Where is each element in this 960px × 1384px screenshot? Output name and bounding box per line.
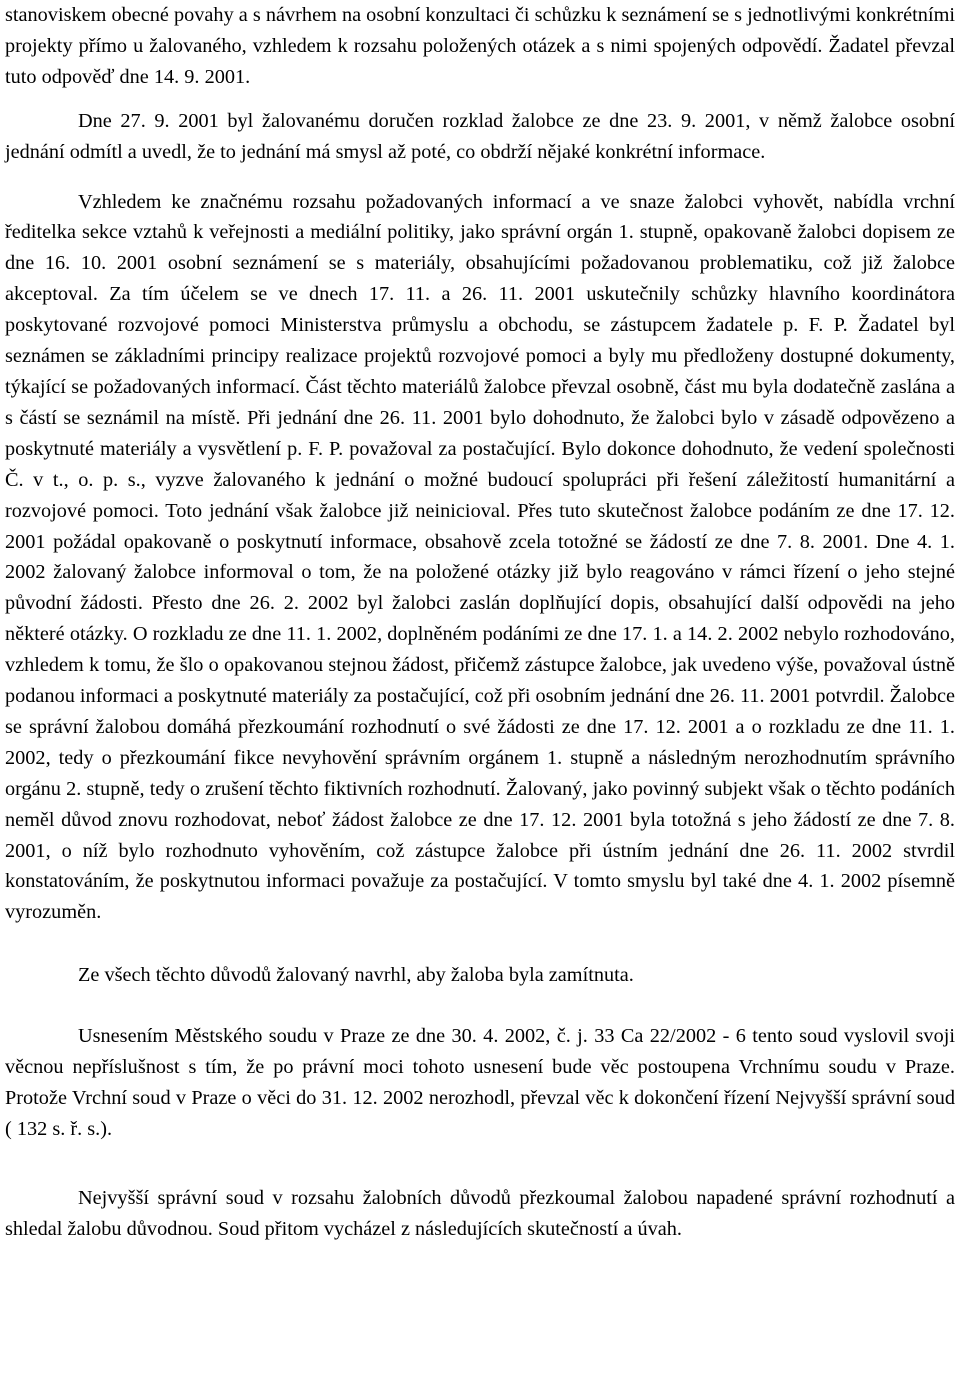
- paragraph-proceedings: Vzhledem ke značnému rozsahu požadovaných informací a ve snaze žalobci vyhovět, nabídla vrchní ředitelka sekce vztahů k veřejnosti a mediální politiky, jako správní orgán 1. stupně, opakovaně žalobci dopisem ze dne 16. 10. 2001 osobní seznámení se s materiály, obsahujícími požadovanou problematiku, což již žalobce akceptoval. Za tím účelem se ve dnech 17. 11. a 26. 11. 2001 uskutečnily schůzky hlavního koordinátora poskytované rozvojové pomoci Ministerstva průmyslu a obchodu, se zástupcem žadatele p. F. P. Žadatel byl seznámen se základními principy realizace projektů rozvojové pomoci a byly mu předloženy dostupné dokumenty, týkající se požadovaných informací. Část těchto materiálů žalobce převzal osobně, část mu byla dodatečně zaslána a s částí se seznámil na místě. Při jednání dne 26. 11. 2001 bylo dohodnuto, že žalobci bylo v zásadě odpovězeno a poskytnuté materiály a vysvětlení p. F. P. považoval za postačující. Bylo dokonce dohodnuto, že vedení společnosti Č. v t., o. p. s., vyzve žalovaného k jednání o možné budoucí spolupráci při řešení záležitostí humanitární a rozvojové pomoci. Toto jednání však žalobce již neinicioval. Přes tuto skutečnost žalobce podáním ze dne 17. 12. 2001 požádal opakovaně o poskytnutí informace, obsahově zcela totožné se žádostí ze dne 7. 8. 2001. Dne 4. 1. 2002 žalovaný žalobce informoval o tom, že na položené otázky již bylo reagováno v rámci řízení o jeho stejné původní žádosti. Přesto dne 26. 2. 2002 byl žalobci zaslán doplňující dopis, obsahující další odpovědi na jeho některé otázky. O rozkladu ze dne 11. 1. 2002, doplněném podáními ze dne 17. 1. a 14. 2. 2002 nebylo rozhodováno, vzhledem k tomu, že šlo o opakovanou stejnou žádost, přičemž zástupce žalobce, jak uvedeno výše, považoval ústně podanou informaci a poskytnuté materiály za postačující, což při osobním jednání dne 26. 11. 2001 potvrdil. Žalobce se správní žalobou domáhá přezkoumání rozhodnutí o své žádosti ze dne 17. 12. 2001 a o rozkladu ze dne 11. 1. 2002, tedy o přezkoumání fikce nevyhovění správním orgánem 1. stupně a následným nerozhodnutím správního orgánu 2. stupně, tedy o zrušení těchto fiktivních rozhodnutí. Žalovaný, jako povinný subjekt však o těchto podáních neměl důvod znovu rozhodovat, neboť žádost žalobce ze dne 17. 12. 2001 byla totožná s jeho žádostí ze dne 7. 8. 2001, o níž bylo rozhodnuto vyhověním, což zástupce žalobce při ústním jednání dne 26. 11. 2002 stvrdil konstatováním, že poskytnutou informaci považuje za postačující. V tomto smyslu byl také dne 4. 1. 2002 písemně vyrozuměn.: [5, 190, 955, 924]
- paragraph-proposal: Ze všech těchto důvodů žalovaný navrhl, aby žaloba byla zamítnuta.: [78, 964, 634, 987]
- paragraph-supreme-court: Nejvyšší správní soud v rozsahu žalobních důvodů přezkoumal žalobou napadené správní rozhodnutí a shledal žalobu důvodnou. Soud přitom vycházel z následujících skutečností a úvah.: [5, 1186, 955, 1240]
- paragraph-municipal-court: Usnesením Městského soudu v Praze ze dne 30. 4. 2002, č. j. 33 Ca 22/2002 - 6 tento soud vyslovil svoji věcnou nepříslušnost s tím, že po právní moci tohoto usnesení bude věc postoupena Vrchnímu soudu v Praze. Protože Vrchní soud v Praze o věci do 31. 12. 2002 nerozhodl, převzal věc k dokončení řízení Nejvyšší správní soud ( 132 s. ř. s.).: [5, 1025, 955, 1140]
- paragraph-continuation: stanoviskem obecné povahy a s návrhem na osobní konzultaci či schůzku k seznámení se s jednotlivými konkrétními projekty přímo u žalovaného, vzhledem k rozsahu položených otázek a s nimi spojených odpovědí. Žadatel převzal tuto odpověď dne 14. 9. 2001.: [5, 4, 955, 88]
- document-page: [5, 0, 955, 1245]
- paragraph-rozklad: Dne 27. 9. 2001 byl žalovanému doručen rozklad žalobce ze dne 23. 9. 2001, v němž žalobce osobní jednání odmítl a uvedl, že to jednání má smysl až poté, co obdrží nějaké konkrétní informace.: [5, 109, 955, 163]
